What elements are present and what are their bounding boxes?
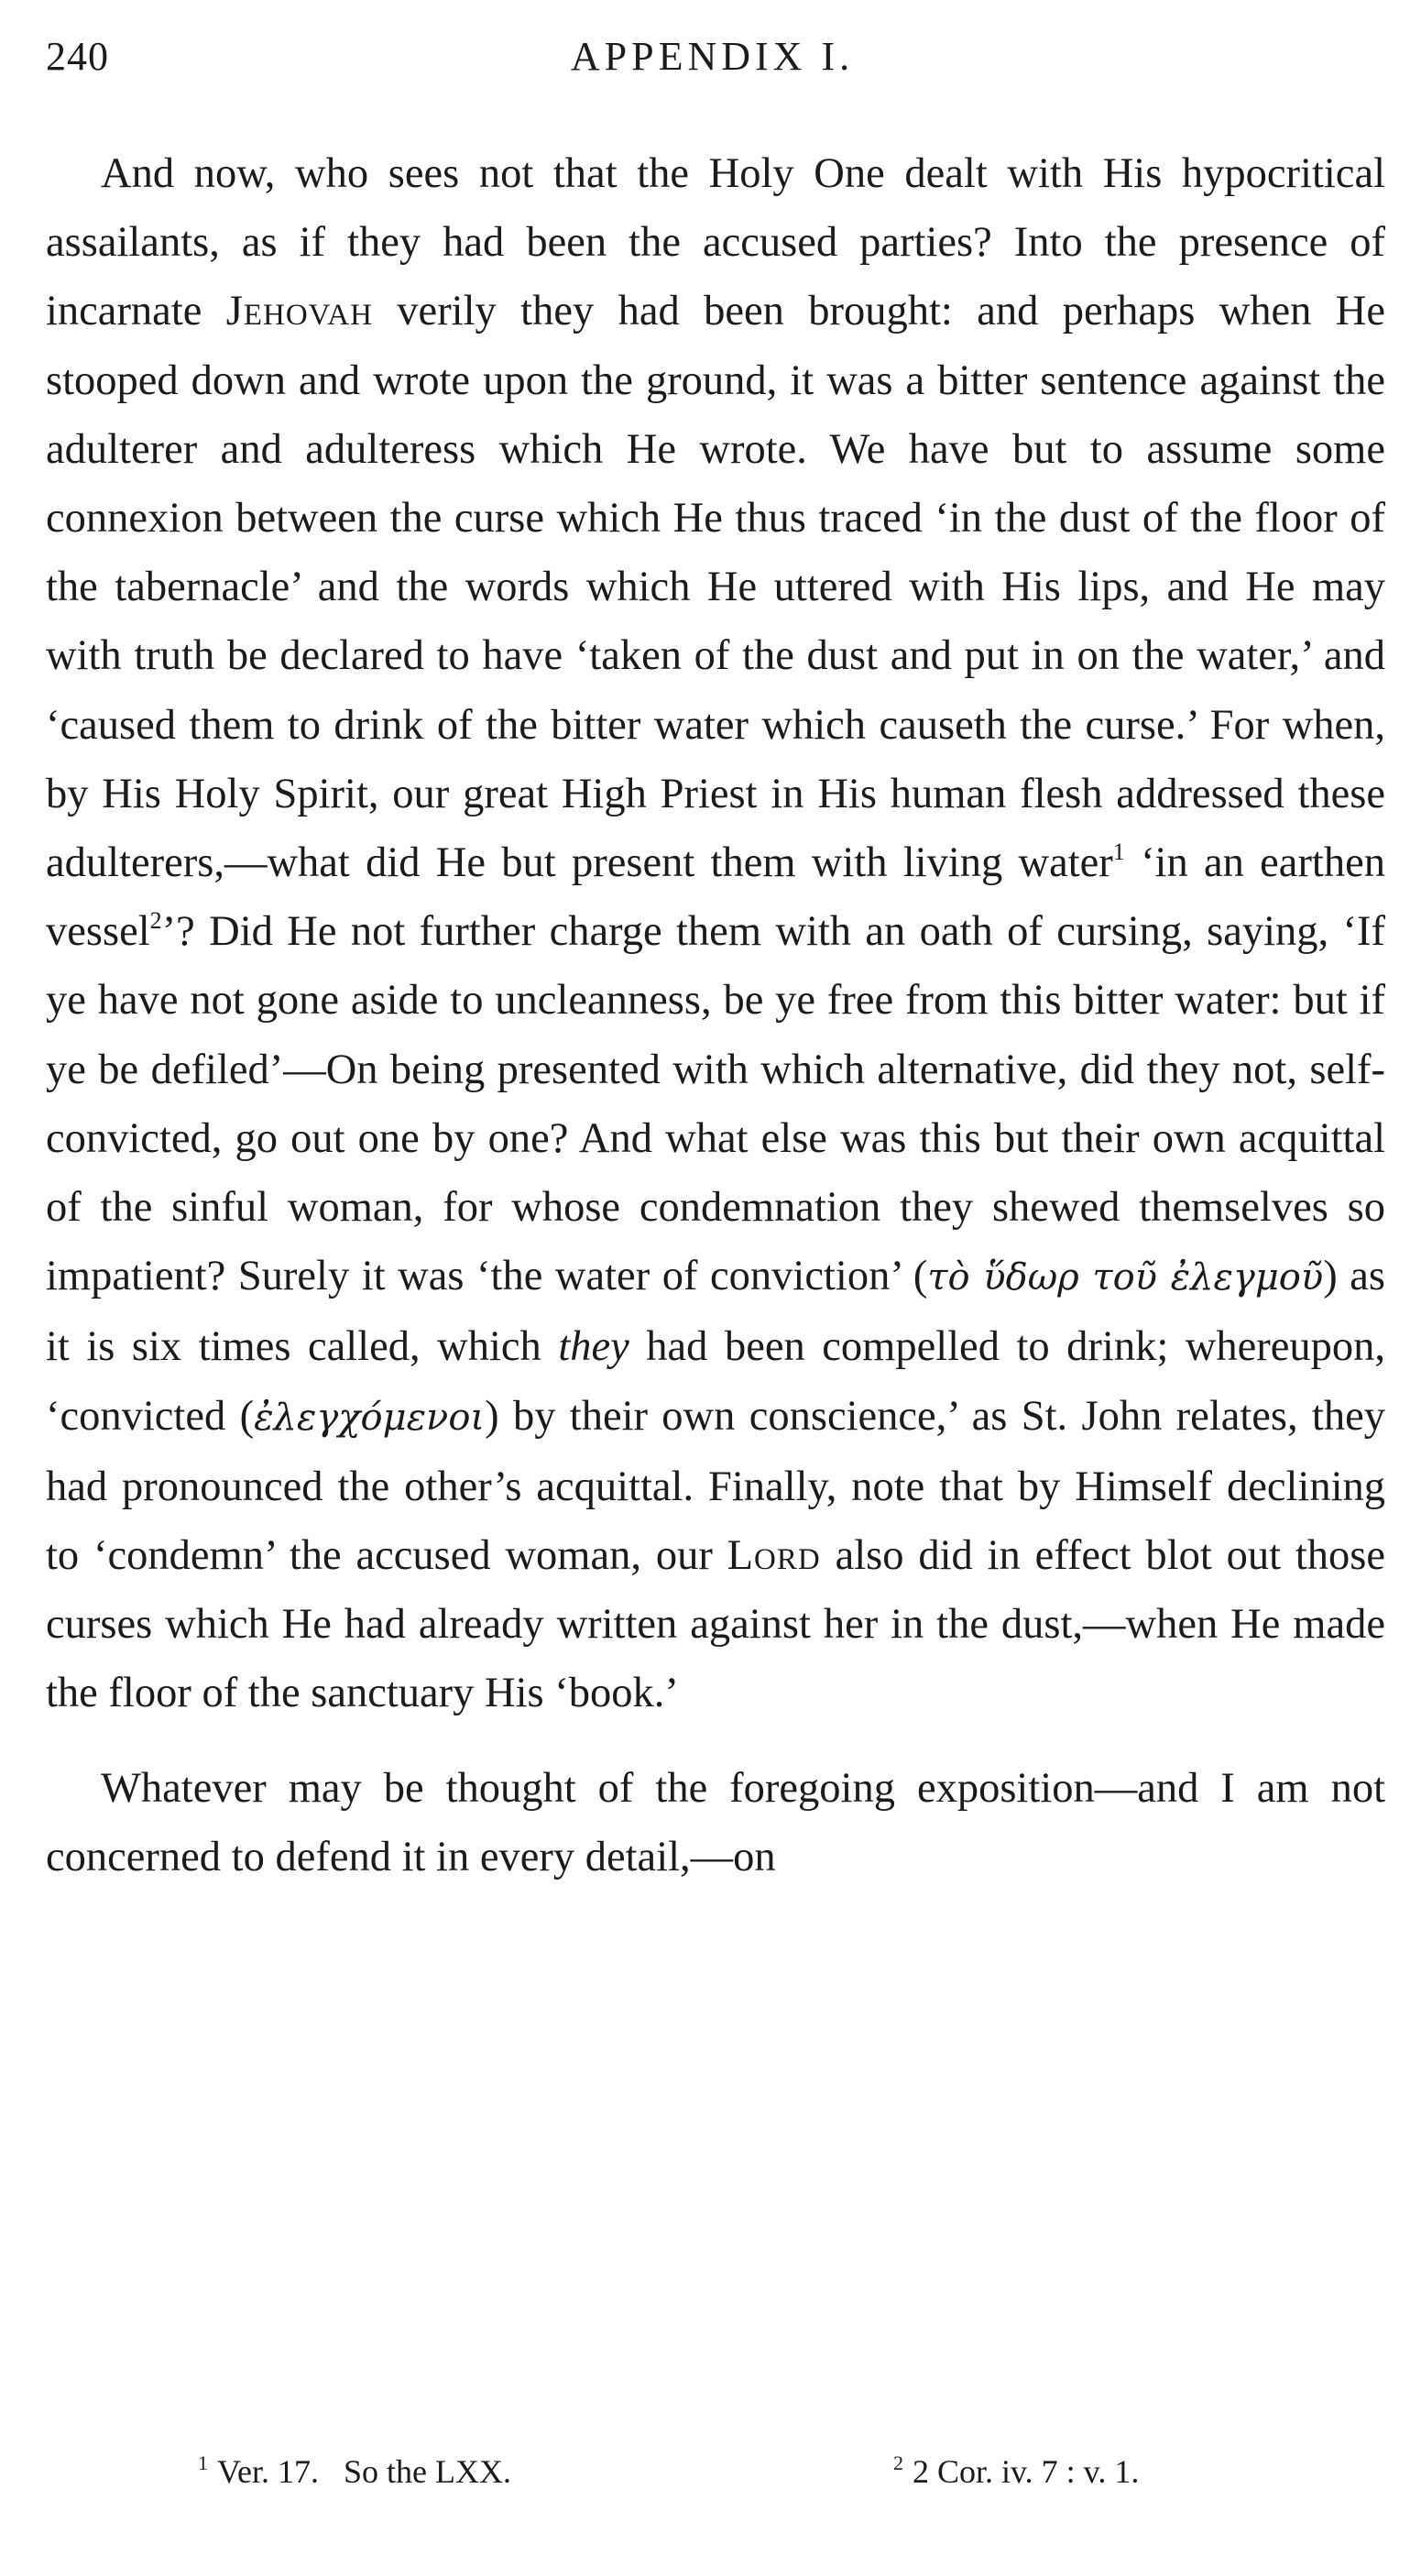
emphasis-they: they <box>558 1323 629 1371</box>
footnote-ref-1: 1 <box>1112 839 1125 866</box>
greek-phrase: τὸ ὕδωρ τοῦ ἐλεγμοῦ <box>927 1256 1324 1299</box>
text-run: ’? Did He not further charge them with an oath of cursing, saying, ‘If ye have not gone aside to uncleanness, be ye free from this bitter water: but if ye be defiled’—On being presented with which alternative, did they not, self-convicted, go out one by one? And what else was this but their own acquittal of the sinful woman, for whose condemnation they shewed themselves so impatient? Surely it was ‘the water of conviction’ ( <box>46 908 1385 1300</box>
text-run: ‘in an earthen vessel <box>46 839 1385 956</box>
footnote-2 <box>893 2452 1139 2491</box>
main-text <box>46 139 1385 1891</box>
paragraph-2: Whatever may be thought of the foregoing exposition—and I am not concerned to defend it in every detail,—on <box>46 1764 1385 1880</box>
footnote-ref-2: 2 <box>149 907 162 935</box>
greek-word: ἐλεγχόμενοι <box>254 1396 486 1439</box>
text-run: ) by their own conscience,’ as St. John relates, they had pronounced the other’s acquittal. Finally, note that by Himself declining to ‘condemn’ the accused woman, our <box>46 1392 1385 1580</box>
paragraph-1 <box>46 139 1385 1728</box>
text-run: verily they had been brought: and perhaps when He stooped down and wrote upon the ground, it was a bitter sentence against the adulterer and adulteress which He wrote. We have but to assume some connexion between the curse which He thus traced ‘in the dust of the floor of the tabernacle’ and the words which He uttered with His lips, and He may with truth be declared to have ‘taken of the dust and put in on the water,’ and ‘caused them to drink of the bitter water which causeth the curse.’ For when, by His Holy Spirit, our great High Priest in His human flesh addressed these adulterers,—what did He but present them with living water <box>46 288 1385 887</box>
running-head: APPENDIX I. <box>570 34 855 79</box>
divine-name-lord: Lord <box>727 1532 821 1580</box>
text-run: had been compelled to drink; whereupon, ‘convicted ( <box>46 1323 1385 1440</box>
text-run: ) as it is six times called, which <box>46 1253 1385 1371</box>
page-number: 240 <box>46 34 109 79</box>
footnote-text: Ver. 17. So the LXX. <box>217 2453 511 2490</box>
footnote-text: 2 Cor. iv. 7 : v. 1. <box>913 2453 1140 2490</box>
footnote-mark: 2 <box>893 2451 903 2474</box>
footnotes <box>46 2452 1385 2498</box>
footnote-mark: 1 <box>198 2451 208 2474</box>
text-run: also did in effect blot out those curses which He had already written against her in the dust,—when He made the floor of the sanctuary His ‘book.’ <box>46 1532 1386 1717</box>
text-run: And now, who sees not that the Holy One dealt with His hypocritical assailants, as if they had been the accused parties? Into the presence of incarnate <box>46 150 1385 335</box>
page-header <box>46 33 1379 97</box>
footnote-1 <box>198 2452 511 2491</box>
divine-name-jehovah: Jehovah <box>225 288 373 335</box>
